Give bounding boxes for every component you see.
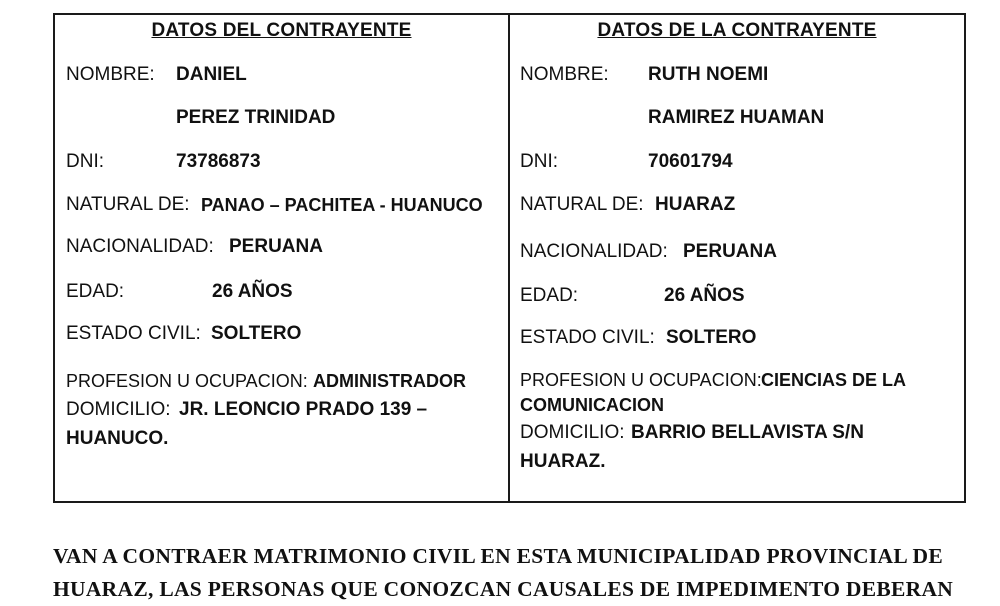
bride-profesion-2: COMUNICACION: [520, 395, 664, 415]
bride-edad-label: EDAD:: [520, 285, 579, 306]
bride-nombre-1: RUTH NOEMI: [648, 64, 769, 85]
bride-profesion-label: PROFESION U OCUPACION:: [520, 370, 762, 390]
notice-line-1: VAN A CONTRAER MATRIMONIO CIVIL EN ESTA MUNICIPALIDAD PROVINCIAL DE: [53, 544, 943, 568]
contrayentes-table: [53, 13, 966, 503]
bride-domicilio-label: DOMICILIO:: [520, 422, 625, 443]
bride-header: DATOS DE LA CONTRAYENTE: [597, 20, 877, 41]
groom-domicilio-1: JR. LEONCIO PRADO 139 –: [179, 399, 428, 420]
groom-nombre-1: DANIEL: [176, 64, 247, 85]
groom-nacionalidad-label: NACIONALIDAD:: [66, 236, 214, 257]
bride-domicilio-1: BARRIO BELLAVISTA S/N: [631, 422, 864, 443]
bride-nombre-2: RAMIREZ HUAMAN: [648, 107, 825, 128]
bride-edad: 26 AÑOS: [664, 285, 745, 306]
groom-dni-label: DNI:: [66, 151, 104, 172]
bride-nacionalidad: PERUANA: [683, 241, 777, 262]
groom-domicilio-label: DOMICILIO:: [66, 399, 171, 420]
bride-natural-label: NATURAL DE:: [520, 194, 644, 215]
groom-edad-label: EDAD:: [66, 281, 125, 302]
groom-profesion-label: PROFESION U OCUPACION:: [66, 371, 308, 391]
groom-estado: SOLTERO: [211, 323, 302, 344]
bride-estado-label: ESTADO CIVIL:: [520, 327, 655, 348]
groom-dni: 73786873: [176, 151, 261, 172]
bride-nacionalidad-label: NACIONALIDAD:: [520, 241, 668, 262]
groom-nombre-label: NOMBRE:: [66, 64, 155, 85]
notice-line-2: HUARAZ, LAS PERSONAS QUE CONOZCAN CAUSALES DE IMPEDIMENTO DEBERAN: [53, 577, 954, 601]
groom-header: DATOS DEL CONTRAYENTE: [151, 20, 412, 41]
groom-natural-label: NATURAL DE:: [66, 194, 190, 215]
groom-edad: 26 AÑOS: [212, 281, 293, 302]
groom-natural: PANAO – PACHITEA - HUANUCO: [201, 195, 483, 215]
bride-estado: SOLTERO: [666, 327, 757, 348]
groom-domicilio-2: HUANUCO.: [66, 428, 169, 449]
bride-nombre-label: NOMBRE:: [520, 64, 609, 85]
bride-column: [510, 15, 964, 501]
bride-natural: HUARAZ: [655, 194, 736, 215]
groom-nacionalidad: PERUANA: [229, 236, 323, 257]
bride-profesion-1: CIENCIAS DE LA: [761, 370, 907, 390]
bride-dni: 70601794: [648, 151, 733, 172]
groom-profesion: ADMINISTRADOR: [313, 371, 466, 391]
bride-dni-label: DNI:: [520, 151, 558, 172]
groom-nombre-2: PEREZ TRINIDAD: [176, 107, 336, 128]
marriage-notice: [53, 540, 993, 606]
bride-domicilio-2: HUARAZ.: [520, 451, 606, 472]
groom-column: [55, 15, 510, 501]
groom-estado-label: ESTADO CIVIL:: [66, 323, 201, 344]
